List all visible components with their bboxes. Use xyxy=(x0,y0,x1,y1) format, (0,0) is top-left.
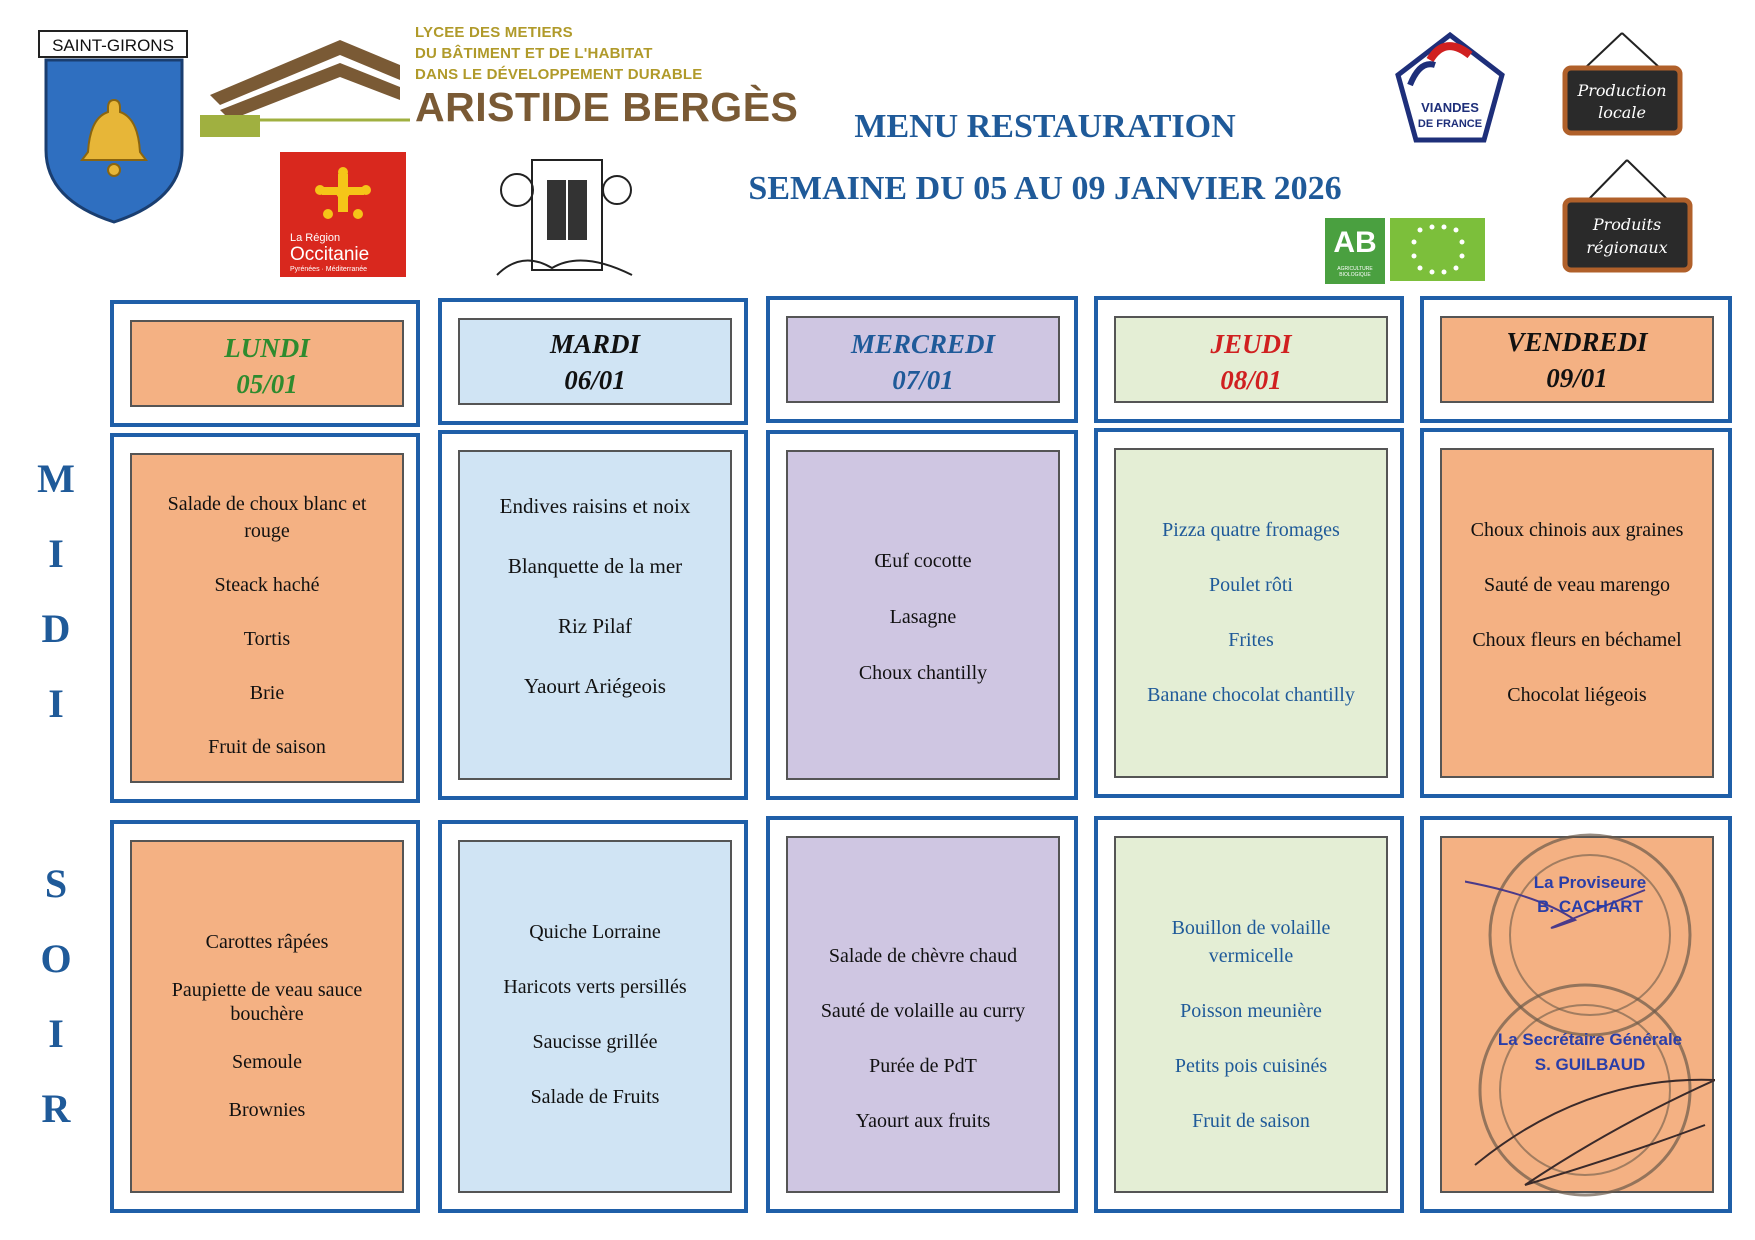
menu-item: Yaourt aux fruits xyxy=(855,1110,991,1132)
midi-menu-mardi xyxy=(438,430,748,800)
midi-letter: D xyxy=(41,606,71,651)
menu-item: Fruit de saison xyxy=(1192,1110,1310,1132)
soir-menu-mercredi xyxy=(766,816,1078,1213)
school-name: ARISTIDE BERGÈS xyxy=(415,84,799,130)
viandes-de-france-logo xyxy=(1390,30,1510,148)
school-building-logo xyxy=(200,35,410,140)
day-header-mercredi xyxy=(766,296,1078,423)
menu-item: Saucisse grillée xyxy=(532,1031,658,1053)
menu-item: Pizza quatre fromages xyxy=(1162,519,1340,541)
menu-item: Quiche Lorraine xyxy=(529,921,661,943)
eu-organic-leaf-logo xyxy=(1390,218,1485,281)
day-name: JEUDI xyxy=(1210,329,1292,359)
menu-item: Semoule xyxy=(232,1051,302,1073)
viandes-label: DE FRANCE xyxy=(1417,118,1483,130)
day-date: 06/01 xyxy=(564,365,626,395)
soir-letter: O xyxy=(40,936,72,981)
secretaire-title: La Secrétaire Générale xyxy=(1497,1030,1683,1049)
school-description xyxy=(415,22,735,85)
page-title: MENU RESTAURATION xyxy=(854,108,1236,145)
page-subtitle: SEMAINE DU 05 AU 09 JANVIER 2026 xyxy=(748,170,1342,207)
menu-item: Lasagne xyxy=(889,606,957,628)
menu-item: Salade de Fruits xyxy=(530,1086,660,1108)
midi-menu-lundi xyxy=(110,433,420,803)
midi-menu-jeudi xyxy=(1094,428,1404,798)
menu-item: Blanquette de la mer xyxy=(507,554,683,578)
menu-item: Salade de chèvre chaud xyxy=(828,945,1018,967)
school-line: DANS LE DÉVELOPPEMENT DURABLE xyxy=(415,66,703,83)
ab-label: AB xyxy=(1333,226,1377,259)
soir-menu-lundi xyxy=(110,820,420,1213)
day-header-jeudi xyxy=(1094,296,1404,423)
menu-item: Purée de PdT xyxy=(869,1055,977,1077)
sign-text: Production xyxy=(1577,81,1667,100)
menu-item: Carottes râpées xyxy=(205,931,329,953)
day-date: 09/01 xyxy=(1546,363,1608,393)
soir-menu-jeudi xyxy=(1094,816,1404,1213)
menu-item: Sauté de veau marengo xyxy=(1483,574,1671,596)
menu-item: Sauté de volaille au curry xyxy=(820,1000,1026,1022)
sign-text: régionaux xyxy=(1586,238,1668,257)
menu-item: Endives raisins et noix xyxy=(499,494,691,518)
school-line: DU BÂTIMENT ET DE L'HABITAT xyxy=(415,45,653,62)
menu-item: Œuf cocotte xyxy=(874,550,972,572)
school-sketch-illustration xyxy=(492,150,640,285)
menu-item: Tortis xyxy=(243,628,291,650)
midi-letter: M xyxy=(37,456,75,501)
ab-bio-logo xyxy=(1325,218,1385,284)
sign-text: locale xyxy=(1598,103,1646,122)
menu-item: Salade de choux blanc et rouge xyxy=(167,493,367,542)
midi-letter: I xyxy=(48,681,64,726)
menu-item: Steack haché xyxy=(214,574,320,596)
region-small-label: La Région xyxy=(290,232,341,244)
menu-item: Brownies xyxy=(228,1099,306,1121)
soir-letter: R xyxy=(41,1086,71,1131)
day-name: MERCREDI xyxy=(850,329,996,359)
menu-item: Brie xyxy=(249,682,285,704)
day-header-vendredi xyxy=(1420,296,1732,423)
region-tagline: Pyrénées · Méditerranée xyxy=(290,266,368,273)
proviseur-title: La Proviseure xyxy=(1533,873,1647,892)
day-header-lundi xyxy=(110,300,420,427)
day-date: 07/01 xyxy=(892,365,954,395)
official-stamps xyxy=(1465,825,1715,1215)
menu-item: Chocolat liégeois xyxy=(1507,684,1647,706)
day-name: VENDREDI xyxy=(1506,327,1648,357)
menu-item: Frites xyxy=(1228,629,1274,651)
day-date: 05/01 xyxy=(236,369,298,399)
town-label: SAINT-GIRONS xyxy=(38,30,188,58)
midi-letter: I xyxy=(48,531,64,576)
menu-item: Petits pois cuisinés xyxy=(1174,1055,1328,1077)
sign-text: Produits xyxy=(1592,215,1662,234)
produits-regionaux-sign xyxy=(1560,155,1695,275)
menu-item: Choux chantilly xyxy=(858,662,988,684)
school-line: LYCEE DES METIERS xyxy=(415,24,573,41)
soir-menu-mardi xyxy=(438,820,748,1213)
production-locale-sign xyxy=(1560,28,1685,138)
midi-menu-mercredi xyxy=(766,430,1078,800)
day-header-mardi xyxy=(438,298,748,425)
viandes-label: VIANDES xyxy=(1421,100,1479,115)
ab-caption: AGRICULTURE BIOLOGIQUE xyxy=(1337,266,1373,278)
region-name: Occitanie xyxy=(290,244,370,265)
soir-letter: S xyxy=(44,861,68,906)
menu-item: Haricots verts persillés xyxy=(503,976,687,998)
day-name: MARDI xyxy=(549,329,641,359)
day-name: LUNDI xyxy=(224,333,310,363)
menu-item: Poisson meunière xyxy=(1180,1000,1322,1022)
occitanie-region-logo xyxy=(280,152,406,277)
soir-letter: I xyxy=(48,1011,64,1056)
menu-item: Choux chinois aux graines xyxy=(1470,519,1684,541)
menu-item: Riz Pilaf xyxy=(557,614,633,638)
menu-item: Yaourt Ariégeois xyxy=(524,674,666,698)
midi-menu-vendredi xyxy=(1420,428,1732,798)
menu-item: Fruit de saison xyxy=(208,736,326,758)
menu-item: Paupiette de veau sauce bouchère xyxy=(171,979,363,1025)
menu-item: Poulet rôti xyxy=(1209,574,1293,596)
menu-item: Banane chocolat chantilly xyxy=(1147,684,1355,706)
menu-item: Choux fleurs en béchamel xyxy=(1472,629,1682,651)
proviseur-name: B. CACHART xyxy=(1537,897,1643,916)
menu-item: Bouillon de volaille vermicelle xyxy=(1171,917,1331,967)
secretaire-name: S. GUILBAUD xyxy=(1534,1055,1646,1074)
day-date: 08/01 xyxy=(1220,365,1282,395)
